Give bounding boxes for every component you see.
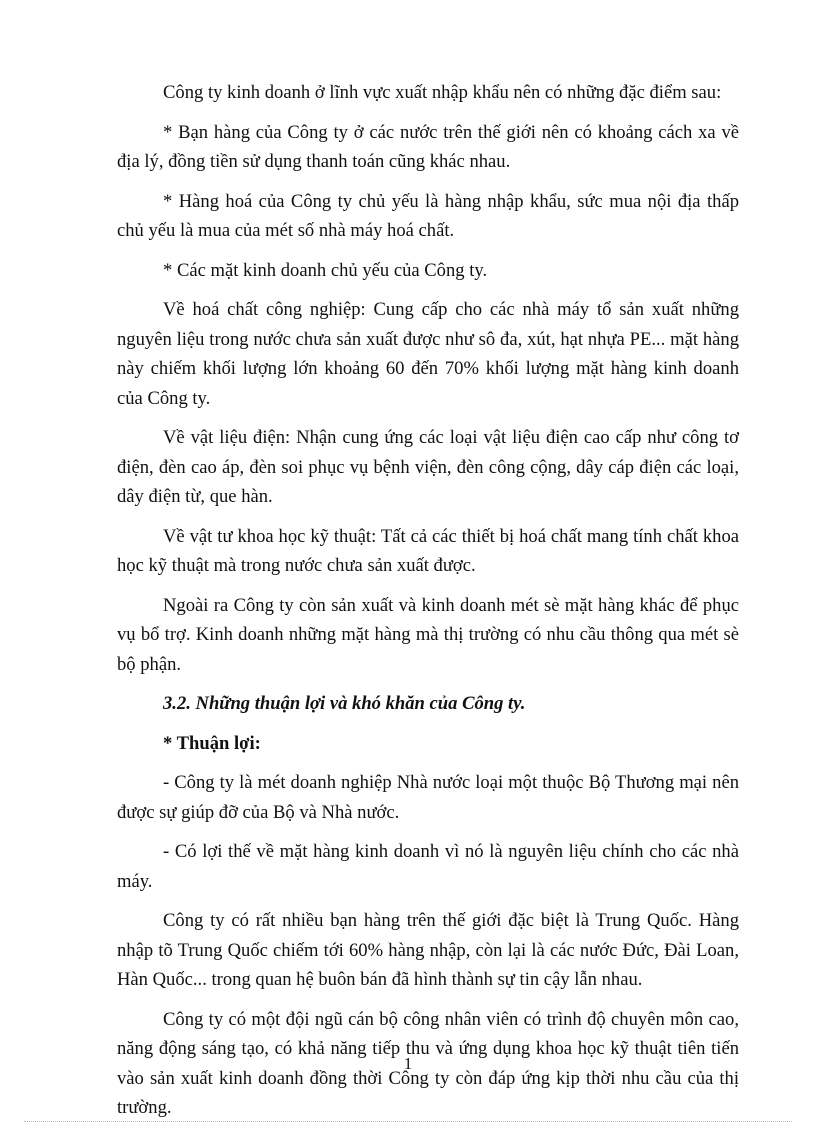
paragraph-goods: * Hàng hoá của Công ty chủ yếu là hàng nhập khẩu, sức mua nội địa thấp chủ yếu là mua của mét số nhà máy hoá chất.: [117, 190, 739, 241]
paragraph-chemicals: Về hoá chất công nghiệp: Cung cấp cho các nhà máy tổ sản xuất những nguyên liệu trong nước chưa sản xuất được như sô đa, xút, hạt nhựa PE... mặt hàng này chiếm khối lượng lớn khoảng 60 đến 70% khối lượng mặt hàng kinh doanh của Công ty.: [117, 299, 739, 409]
page-bottom-divider: [24, 1121, 792, 1122]
paragraph-staff: Công ty có một đội ngũ cán bộ công nhân viên có trình độ chuyên môn cao, năng động sáng tạo, có khả năng tiếp thu và ứng dụng khoa học kỹ thuật tiên tiến vào sản xuất kinh doanh đồng thời Công ty còn đáp ứng kịp thời nhu cầu của thị trường.: [117, 1008, 739, 1118]
paragraph-electrical: Về vật liệu điện: Nhận cung ứng các loại vật liệu điện cao cấp như công tơ điện, đèn cao áp, đèn soi phục vụ bệnh viện, đèn công cộng, dây cáp điện các loại, dây điện từ, que hàn.: [117, 427, 739, 507]
paragraph-advantage: - Có lợi thế về mặt hàng kinh doanh vì nó là nguyên liệu chính cho các nhà máy.: [117, 841, 739, 892]
paragraph-partners-china: Công ty có rất nhiều bạn hàng trên thế giới đặc biệt là Trung Quốc. Hàng nhập tõ Trung Quốc chiếm tới 60% hàng nhập, còn lại là các nước Đức, Đài Loan, Hàn Quốc... trong quan hệ buôn bán đã hình thành sự tin cậy lẫn nhau.: [117, 910, 739, 990]
paragraph-intro: Công ty kinh doanh ở lĩnh vực xuất nhập khẩu nên có những đặc điểm sau:: [163, 82, 722, 103]
subsection-heading: * Thuận lợi:: [163, 732, 261, 754]
section-heading: 3.2. Những thuận lợi và khó khăn của Công ty.: [163, 693, 526, 714]
paragraph-state-enterprise: - Công ty là mét doanh nghiệp Nhà nước loại một thuộc Bộ Thương mại nên được sự giúp đỡ của Bộ và Nhà nước.: [117, 772, 739, 823]
paragraph-other-products: Ngoài ra Công ty còn sản xuất và kinh doanh mét sè mặt hàng khác để phục vụ bổ trợ. Kinh doanh những mặt hàng mà thị trường có nhu cầu thông qua mét sè bộ phận.: [117, 594, 739, 675]
page-number: 1: [403, 1054, 413, 1073]
paragraph-partners: * Bạn hàng của Công ty ở các nước trên thế giới nên có khoảng cách xa về địa lý, đồng tiền sử dụng thanh toán cũng khác nhau.: [117, 121, 739, 172]
document-body: [117, 78, 739, 1133]
paragraph-business-lines: * Các mặt kinh doanh chủ yếu của Công ty.: [163, 259, 488, 281]
paragraph-scientific: Về vật tư khoa học kỹ thuật: Tất cả các thiết bị hoá chất mang tính chất khoa học kỹ thuật mà trong nước chưa sản xuất được.: [117, 525, 739, 576]
